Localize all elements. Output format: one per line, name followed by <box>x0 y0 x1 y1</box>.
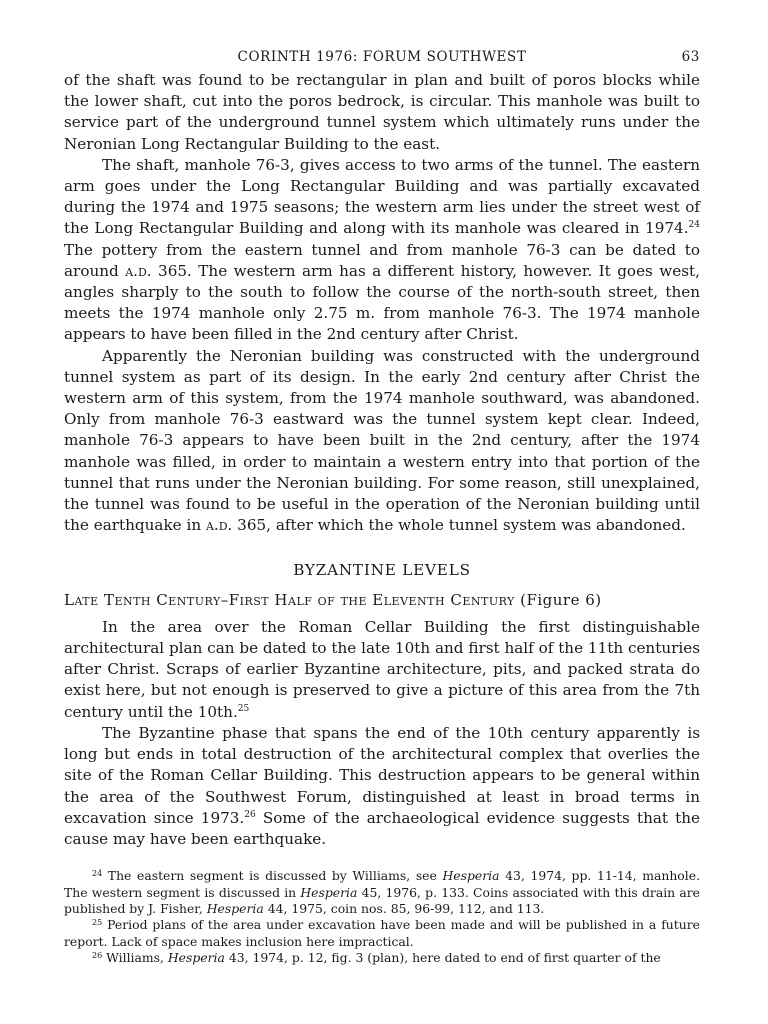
paragraph-5: The Byzantine phase that spans the end of the 10th century apparently is long but ends in total destruction of the architectural complex that overlies the site of the Roman Cellar Building. This destruction appears to be general within the area of the Southwest Forum, distinguished at least in broad terms in excavation since 1973.26 Some of the archaeological evidence suggests that the cause may have been earthquake. <box>64 723 700 848</box>
page-number: 63 <box>681 49 700 65</box>
section-heading: BYZANTINE LEVELS <box>293 561 471 580</box>
body-text <box>64 70 700 850</box>
running-title: CORINTH 1976: FORUM SOUTHWEST <box>237 49 527 65</box>
running-head <box>64 46 700 70</box>
footnote-ref-26[interactable]: 26 <box>244 809 256 820</box>
footnote-25: $^{25}$ Period plans of the area under excavation have been made and will be published in a future report. Lack of space makes inclusion here impractical. <box>64 917 700 949</box>
paragraph-1: of the shaft was found to be rectangular in plan and built of poros blocks while the lower shaft, cut into the poros bedrock, is circular. This manhole was built to service part of the underground tunnel system which ultimately runs under the Neronian Long Rectangular Building to the east. <box>64 71 700 153</box>
paragraph-3: Apparently the Neronian building was constructed with the underground tunnel system as part of its design. In the early 2nd century after Christ the western arm of this system, from the 1974 manhole southward, was abandoned. Only from manhole 76-3 eastward was the tunnel system kept clear. Indeed, manhole 76-3 appears to have been built in the 2nd century, after the 1974 manhole was filled, in order to maintain a western entry into that portion of the tunnel that runs under the Neronian building. For some reason, still unexplained, the tunnel was found to be useful in the operation of the Neronian building until the earthquake in a.d. 365, after which the whole tunnel system was abandoned. <box>64 346 700 535</box>
paragraph-4: In the area over the Roman Cellar Building the first distinguishable architectural plan can be dated to the late 10th and first half of the 11th centuries after Christ. Scraps of earlier Byzantine architecture, pits, and packed strata do exist here, but not enough is preserved to give a picture of this area from the 7th century until the 10th.$^{25}$ <box>64 617 700 721</box>
paragraph-2: The shaft, manhole 76-3, gives access to two arms of the tunnel. The eastern arm goes under the Long Rectangular Building and was partially excavated during the 1974 and 1975 seasons; the western arm lies under the street west of the Long Rectangular Building and along with its manhole was cleared in 1974.24 The pottery from the eastern tunnel and from manhole 76-3 can be dated to around a.d. 365. The western arm has a different history, however. It goes west, angles sharply to the south to follow the course of the north-south street, then meets the 1974 manhole only 2.75 m. from manhole 76-3. The 1974 manhole appears to have been filled in the 2nd century after Christ. <box>64 155 700 344</box>
footnotes <box>64 868 700 966</box>
footnote-ref-24[interactable]: 24 <box>688 220 700 231</box>
footnote-26: $^{26}$ Williams, Hesperia 43, 1974, p. 12, fig. 3 (plan), here dated to end of first quarter of the <box>92 950 661 966</box>
subsection-heading: Late Tenth Century–First Half of the Eleventh Century (Figure 6) <box>64 590 602 609</box>
footnote-24: $^{24}$ The eastern segment is discussed by Williams, see Hesperia 43, 1974, pp. 11-14, manhole. The western segment is discussed in Hesperia 45, 1976, p. 133. Coins associated with this drain are published by J. Fisher, Hesperia 44, 1975, coin nos. 85, 96-99, 112, and 113. <box>64 868 701 916</box>
footnote-ref-25[interactable]: 25 <box>237 703 250 714</box>
page <box>64 46 700 967</box>
